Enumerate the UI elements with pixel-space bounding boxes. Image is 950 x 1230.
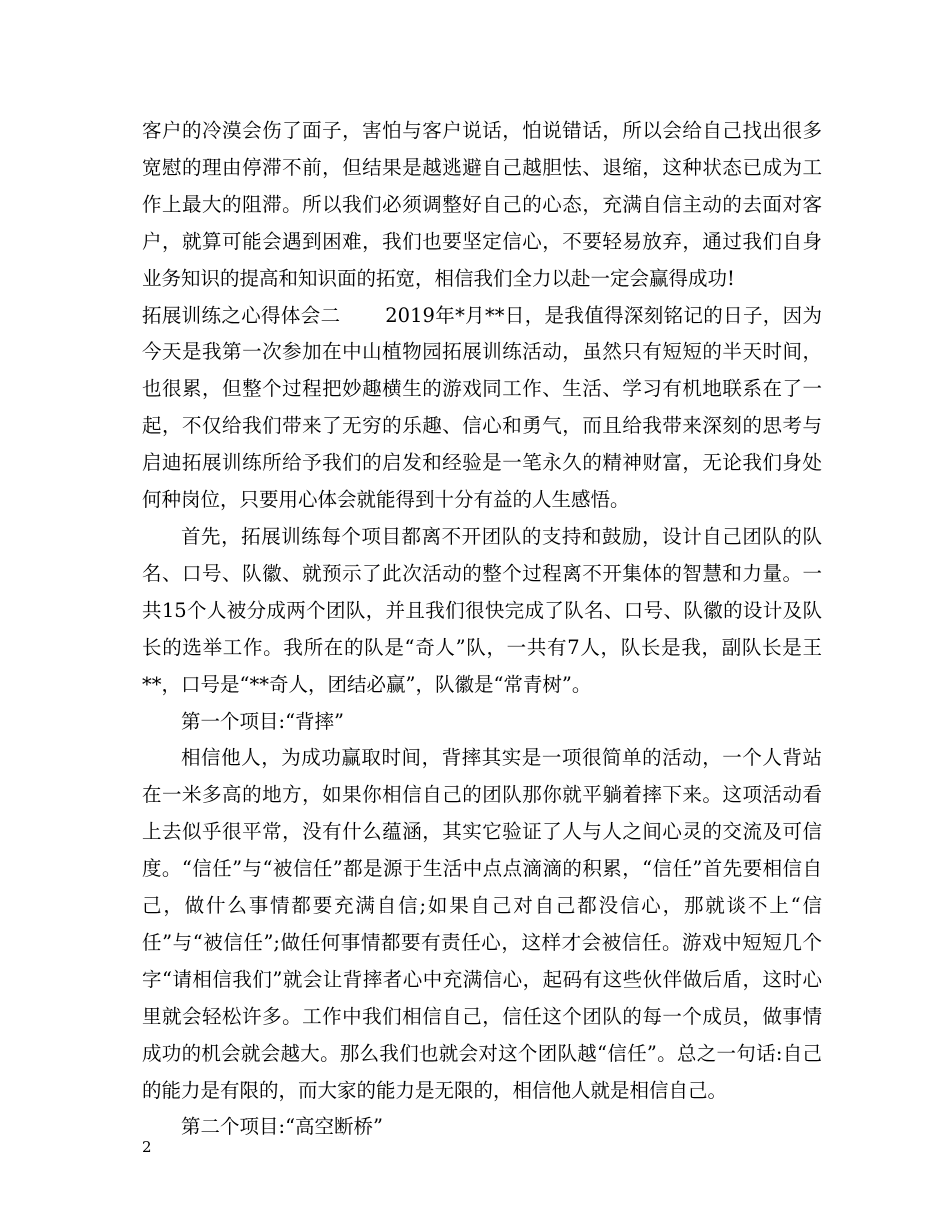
paragraph-experience-two-body: 2019年*月**日，是我值得深刻铭记的日子，因为今天是我第一次参加在中山植物园拓展训练活动，虽然只有短短的半天时间，也很累，但整个过程把妙趣横生的游戏同工作、生活、学习有机地联系在了一起，不仅给我们带来了无穷的乐趣、信心和勇气，而且给我带来深刻的思考与启迪拓展训练所给予我们的启发和经验是一笔永久的精神财富，无论我们身处何种岗位，只要用心体会就能得到十分有益的人生感悟。 [142,303,822,512]
paragraph-continued: 客户的冷漠会伤了面子，害怕与客户说话，怕说错话，所以会给自己找出很多宽慰的理由停滞不前，但结果是越逃避自己越胆怯、退缩，这种状态已成为工作上最大的阻滞。所以我们必须调整好自己的心态，充满自信主动的去面对客户，就算可能会遇到困难，我们也要坚定信心，不要轻易放弃，通过我们自身业务知识的提高和知识面的拓宽，相信我们全力以赴一定会赢得成功! [142,119,822,290]
paragraph-team: 首先，拓展训练每个项目都离不开团队的支持和鼓励，设计自己团队的队名、口号、队徽、就预示了此次活动的整个过程离不开集体的智慧和力量。一共15个人被分成两个团队，并且我们很快完成了队名、口号、队徽的设计及队长的选举工作。我所在的队是“奇人”队，一共有7人，队长是我，副队长是王**，口号是“**奇人，团结必赢”，队徽是“常青树”。 [142,524,822,696]
paragraph-backfall: 相信他人，为成功赢取时间，背摔其实是一项很简单的活动，一个人背站在一米多高的地方，如果你相信自己的团队那你就平躺着摔下来。这项活动看上去似乎很平常，没有什么蕴涵，其实它验证了人与人之间心灵的交流及可信度。“信任”与“被信任”都是源于生活中点点滴滴的积累，“信任”首先要相信自己，做什么事情都要充满自信;如果自己对自己都没信心，那就谈不上“信任”与“被信任”;做任何事情都要有责任心，这样才会被信任。游戏中短短几个字“请相信我们”就会让背摔者心中充满信心，起码有这些伙伴做后盾，这时心里就会轻松许多。工作中我们相信自己，信任这个团队的每一个成员，做事情成功的机会就会越大。那么我们也就会对这个团队越“信任”。总之一句话:自己的能力是有限的，而大家的能力是无限的，相信他人就是相信自己。 [142,746,822,1102]
item-heading-high-bridge: 第二个项目:“高空断桥” [181,1115,384,1139]
paragraph-experience-two [142,298,822,519]
item-heading-backfall: 第一个项目:“背摔” [181,709,345,733]
section-heading: 拓展训练之心得体会二 [142,303,341,327]
document-body [142,113,822,1146]
page-number: 2 [142,1138,152,1156]
